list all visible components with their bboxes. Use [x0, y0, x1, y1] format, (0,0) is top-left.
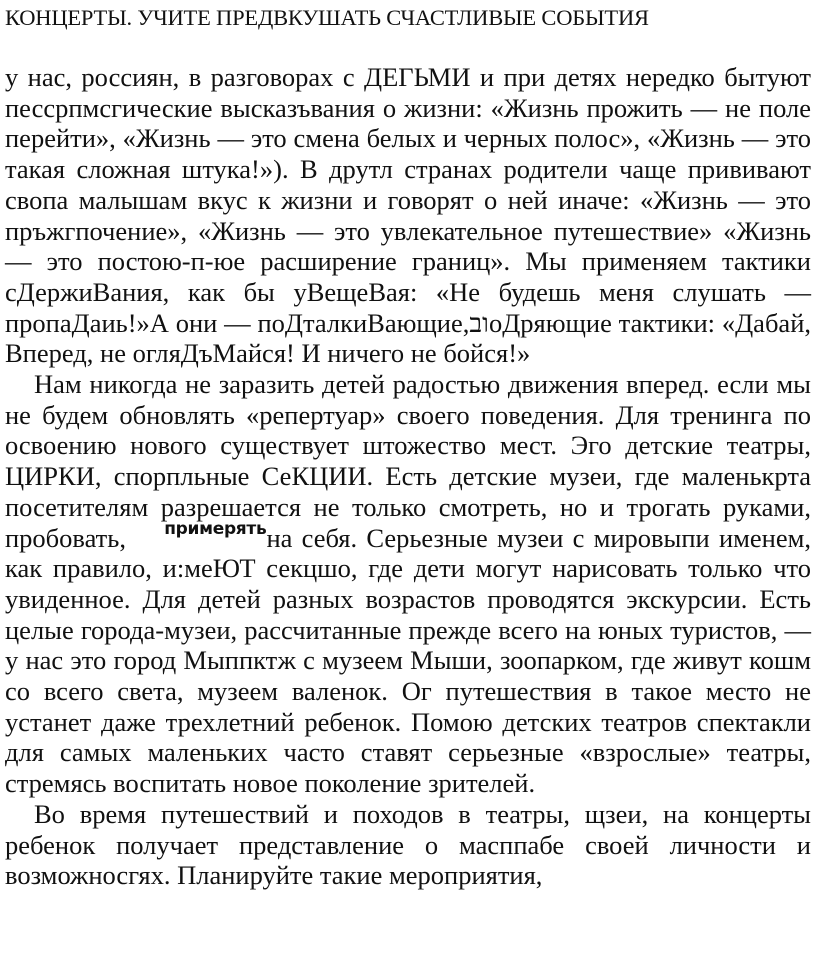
document-page: [5, 4, 811, 891]
paragraph-2: [5, 369, 811, 799]
paragraph-2-text-end: на себя. Серьезные музеи с мировыпи именем, как правило, и:меЮТ секцшо, где дети могут нарисовать только что увиденное. Для детей разных возрастов проводятся экскурсии. Есть целые города-музеи, рассчитанные прежде всего на юных туристов, — у нас это город Мыппктж с музеем Мыши, зоопарком, где живут кошм со всего света, музеем валенок. Ог путешествия в такое место не устанет даже трехлетний ребенок. Помою детских театров спектакли для самых маленьких часто ставят серьезные «взрослые» театры, стремясь воспитать новое поколение зрителей.: [5, 522, 812, 799]
paragraph-1: у нас, россиян, в разговорах с ДЕГЬМИ и при детях нередко бытуют пессрпмсгические высказъвания о жизни: «Жизнь прожить — не поле перейти», «Жизнь — это смена белых и черных полос», «Жизнь — это такая сложная штука!»). В друтл странах родители чаще прививают свопа малышам вкус к жизни и говорят о ней иначе: «Жизнь — это пръжгпочение», «Жизнь — это увлекательное путешествие» «Жизнь — это постою-п-юе расширение границ». Мы применяем тактики сДержиВания, как бы уВещеВая: «Не будешь меня слушать — пропаДаиь!»А они — поДталкиВающие,ובоДряющие тактики: «Дабай, Вперед, не огляДъМайся! И ничего не бойся!»: [5, 62, 811, 369]
paragraph-3: Во время путешествий и походов в театры, щзеи, на концерты ребенок получает представление о масппабе своей личности и возможносгях. Планируйте такие мероприятия,: [5, 798, 811, 891]
inserted-word: примерять: [164, 518, 267, 539]
page-title: КОНЦЕРТЫ. УЧИТЕ ПРЕДВКУШАТЬ СЧАСТЛИВЫЕ СОБЫТИЯ: [5, 5, 649, 30]
paragraph-2-text-start: Нам никогда не заразить детей радостью движения вперед. если мы не будем обновлять «репертуар» своего поведения. Для тренинга по освоению нового существует штожество мест. Эго детские театры, ЦИРКИ, спорпльные СеКЦИИ. Есть детские музеи, где маленькрта посетителям разрешается не только смотреть, но и трогать руками, пробовать,: [5, 369, 811, 553]
